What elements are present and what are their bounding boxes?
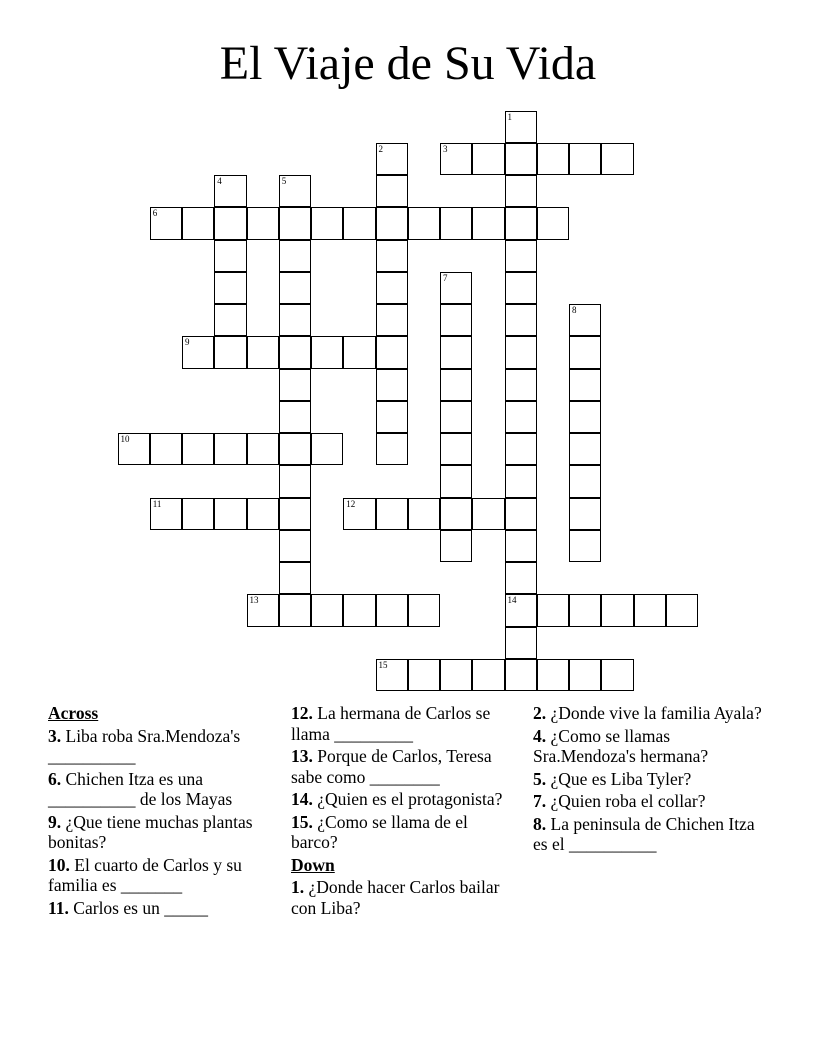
grid-cell[interactable] (537, 207, 569, 239)
grid-cell[interactable] (376, 240, 408, 272)
clue-number: 13 (249, 595, 259, 606)
grid-cell[interactable] (601, 594, 633, 626)
grid-cell[interactable] (279, 401, 311, 433)
grid-cell[interactable] (505, 659, 537, 691)
clues-column-1 (48, 703, 280, 920)
clue-across-6: 6. Chichen Itza es una __________ de los Mayas (48, 768, 233, 809)
grid-cell[interactable] (311, 336, 343, 368)
grid-cell[interactable] (279, 369, 311, 401)
grid-cell[interactable] (279, 336, 311, 368)
grid-cell[interactable] (376, 433, 408, 465)
grid-cell[interactable] (214, 272, 246, 304)
grid-cell[interactable] (343, 594, 375, 626)
grid-cell[interactable] (279, 530, 311, 562)
grid-cell[interactable] (247, 336, 279, 368)
grid-cell[interactable] (569, 530, 601, 562)
grid-cell[interactable] (505, 433, 537, 465)
grid-cell[interactable] (505, 401, 537, 433)
grid-cell[interactable] (569, 433, 601, 465)
grid-cell[interactable] (376, 207, 408, 239)
clue-across-13: 13. Porque de Carlos, Teresa sabe como ________ (291, 746, 492, 787)
grid-cell[interactable] (505, 207, 537, 239)
grid-cell[interactable] (601, 659, 633, 691)
grid-cell[interactable] (376, 369, 408, 401)
grid-cell[interactable] (214, 240, 246, 272)
clue-across-10: 10. El cuarto de Carlos y su familia es _______ (48, 854, 242, 895)
clue-number: 6 (152, 208, 158, 219)
grid-cell[interactable] (505, 369, 537, 401)
grid-cell[interactable] (376, 272, 408, 304)
clue-number: 15 (378, 659, 388, 670)
grid-cell[interactable] (505, 465, 537, 497)
grid-cell[interactable] (505, 111, 537, 143)
grid-cell[interactable] (311, 207, 343, 239)
grid-cell[interactable] (376, 143, 408, 175)
grid-cell[interactable] (440, 369, 472, 401)
grid-cell[interactable] (247, 207, 279, 239)
grid-cell[interactable] (505, 498, 537, 530)
clue-number: 14 (507, 595, 517, 606)
grid-cell[interactable] (505, 594, 537, 626)
grid-cell[interactable] (279, 175, 311, 207)
grid-cell[interactable] (182, 498, 214, 530)
grid-cell[interactable] (376, 401, 408, 433)
grid-cell[interactable] (440, 401, 472, 433)
across-heading: Across (48, 703, 99, 723)
grid-cell[interactable] (440, 530, 472, 562)
grid-cell[interactable] (537, 594, 569, 626)
clue-number: 11 (152, 498, 162, 509)
grid-cell[interactable] (505, 175, 537, 207)
grid-cell[interactable] (247, 433, 279, 465)
grid-cell[interactable] (247, 498, 279, 530)
clue-across-11: 11. Carlos es un _____ (48, 897, 208, 918)
grid-cell[interactable] (505, 627, 537, 659)
grid-cell[interactable] (569, 143, 601, 175)
down-heading: Down (291, 854, 335, 875)
grid-cell[interactable] (376, 498, 408, 530)
grid-cell[interactable] (214, 433, 246, 465)
grid-cell[interactable] (505, 304, 537, 336)
grid-cell[interactable] (666, 594, 698, 626)
grid-cell[interactable] (311, 433, 343, 465)
grid-cell[interactable] (440, 143, 472, 175)
grid-cell[interactable] (118, 433, 150, 465)
grid-cell[interactable] (343, 498, 375, 530)
grid-cell[interactable] (279, 498, 311, 530)
grid-cell[interactable] (279, 304, 311, 336)
clue-down-4: 4. ¿Como se llamas Sra.Mendoza's hermana? (533, 725, 709, 766)
grid-cell[interactable] (505, 143, 537, 175)
clue-across-9: 9. ¿Que tiene muchas plantas bonitas? (48, 811, 253, 852)
grid-cell[interactable] (311, 594, 343, 626)
grid-cell[interactable] (440, 498, 472, 530)
clue-number: 8 (572, 305, 577, 315)
clue-down-5: 5. ¿Que es Liba Tyler? (533, 768, 692, 789)
clue-down-2: 2. ¿Donde vive la familia Ayala? (533, 703, 762, 723)
grid-cell[interactable] (279, 465, 311, 497)
grid-cell[interactable] (569, 401, 601, 433)
grid-cell[interactable] (279, 594, 311, 626)
grid-cell[interactable] (182, 433, 214, 465)
clue-down-1: 1. ¿Donde hacer Carlos bailar con Liba? (291, 877, 500, 918)
grid-cell[interactable] (279, 240, 311, 272)
grid-cell[interactable] (376, 594, 408, 626)
grid-cell[interactable] (182, 207, 214, 239)
grid-cell[interactable] (505, 562, 537, 594)
grid-cell[interactable] (150, 498, 182, 530)
clue-number: 10 (120, 434, 130, 444)
grid-cell[interactable] (440, 272, 472, 304)
grid-cell[interactable] (182, 336, 214, 368)
grid-cell[interactable] (472, 498, 504, 530)
clues-column-2 (291, 703, 516, 920)
grid-cell[interactable] (376, 659, 408, 691)
grid-cell[interactable] (440, 465, 472, 497)
grid-cell[interactable] (569, 336, 601, 368)
grid-cell[interactable] (569, 304, 601, 336)
grid-cell[interactable] (472, 143, 504, 175)
grid-cell[interactable] (569, 498, 601, 530)
grid-cell[interactable] (279, 272, 311, 304)
grid-cell[interactable] (505, 336, 537, 368)
clue-down-8: 8. La peninsula de Chichen Itza es el __________ (533, 813, 755, 854)
grid-cell[interactable] (569, 594, 601, 626)
grid-cell[interactable] (569, 465, 601, 497)
grid-cell[interactable] (505, 272, 537, 304)
grid-cell[interactable] (505, 240, 537, 272)
puzzle-title: El Viaje de Su Vida (219, 37, 597, 90)
clue-number: 12 (346, 498, 356, 509)
grid-cell[interactable] (472, 659, 504, 691)
grid-cell[interactable] (537, 659, 569, 691)
grid-cell[interactable] (440, 207, 472, 239)
grid-cell[interactable] (634, 594, 666, 626)
grid-cell[interactable] (408, 498, 440, 530)
grid-cell[interactable] (440, 433, 472, 465)
clue-across-12: 12. La hermana de Carlos se llama _________ (291, 703, 491, 744)
grid-cell[interactable] (214, 175, 246, 207)
clues-column-3 (533, 703, 768, 857)
clue-across-14: 14. ¿Quien es el protagonista? (291, 789, 503, 809)
clue-number: 1 (507, 111, 512, 122)
clue-number: 9 (185, 337, 190, 348)
grid-cell[interactable] (279, 207, 311, 239)
clue-across-3: 3. Liba roba Sra.Mendoza's __________ (48, 725, 241, 766)
grid-cell[interactable] (214, 304, 246, 336)
grid-cell[interactable] (408, 594, 440, 626)
grid-cell[interactable] (214, 498, 246, 530)
clue-number: 3 (443, 143, 448, 154)
grid-cell[interactable] (505, 530, 537, 562)
grid-cell[interactable] (408, 659, 440, 691)
grid-cell[interactable] (343, 336, 375, 368)
clue-number: 2 (378, 143, 383, 154)
grid-cell[interactable] (440, 659, 472, 691)
grid-cell[interactable] (279, 433, 311, 465)
clue-number: 5 (281, 176, 287, 186)
clue-number: 7 (443, 272, 448, 283)
grid-cell[interactable] (279, 562, 311, 594)
grid-cell[interactable] (440, 304, 472, 336)
grid-cell[interactable] (472, 207, 504, 239)
grid-cell[interactable] (440, 336, 472, 368)
grid-cell[interactable] (343, 207, 375, 239)
clue-down-7: 7. ¿Quien roba el collar? (533, 791, 706, 811)
grid-cell[interactable] (150, 207, 182, 239)
grid-cell[interactable] (247, 594, 279, 626)
clue-number: 4 (217, 176, 222, 186)
grid-cell[interactable] (537, 143, 569, 175)
grid-cell[interactable] (569, 369, 601, 401)
grid-cell[interactable] (376, 336, 408, 368)
grid-cell[interactable] (214, 207, 246, 239)
grid-cell[interactable] (376, 175, 408, 207)
grid-cell[interactable] (569, 659, 601, 691)
clue-across-15: 15. ¿Como se llama de el barco? (291, 811, 468, 852)
grid-cell[interactable] (376, 304, 408, 336)
grid-cell[interactable] (214, 336, 246, 368)
grid-cell[interactable] (601, 143, 633, 175)
grid-cell[interactable] (408, 207, 440, 239)
grid-cell[interactable] (150, 433, 182, 465)
